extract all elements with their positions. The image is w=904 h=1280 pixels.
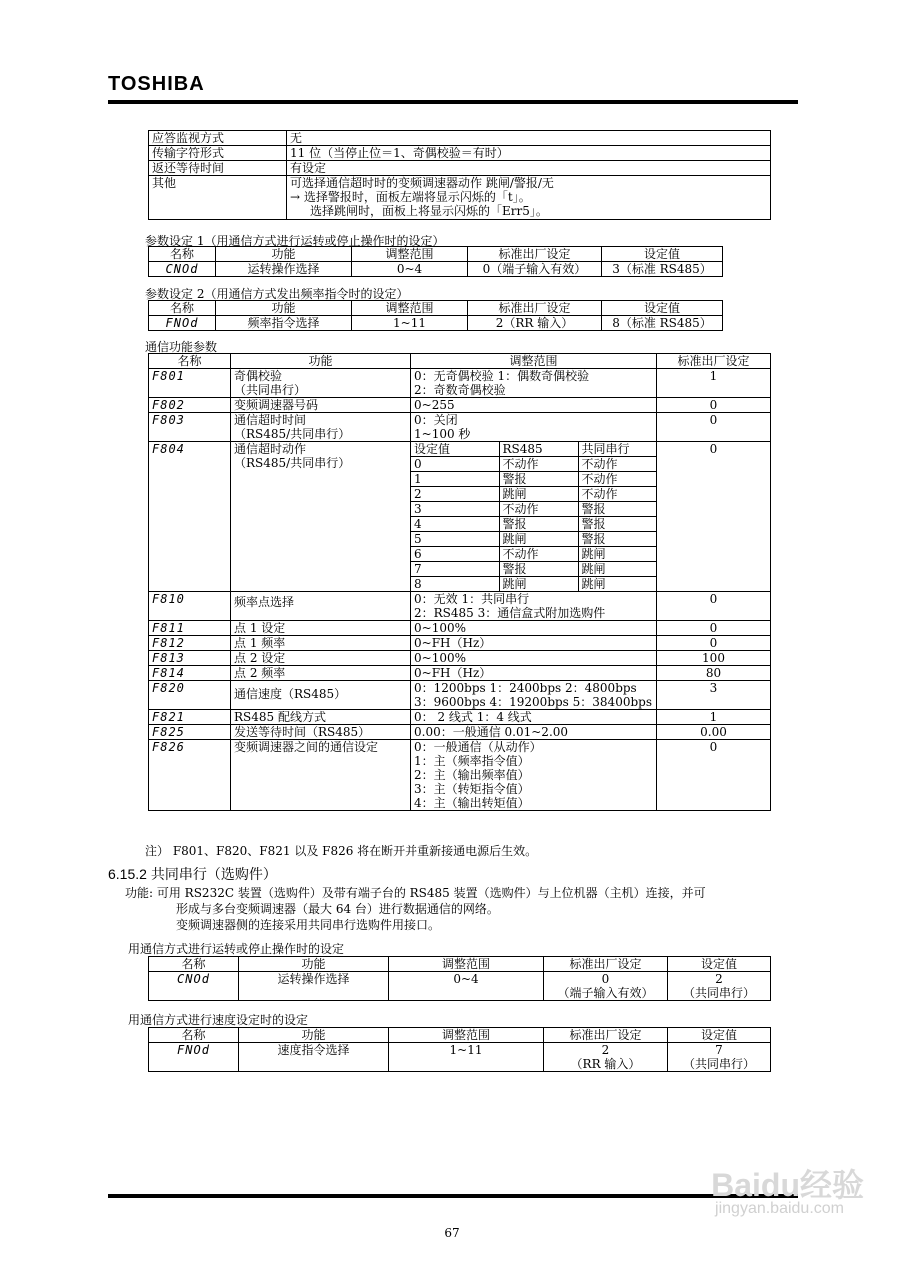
text-line: 0：无效 1：共同串行 xyxy=(414,592,530,606)
comm-spec-table xyxy=(148,130,771,220)
section-text: 形成与多台变频调速器（最大 64 台）进行数据通信的网络。 xyxy=(176,902,499,916)
param-name: F811 xyxy=(149,621,231,636)
col-header: 功能 xyxy=(231,354,411,369)
comm-caption: 通信功能参数 xyxy=(145,340,218,354)
col-header: 调整范围 xyxy=(352,247,468,262)
sub-cell: 跳闸 xyxy=(578,562,657,577)
col-header: 标准出厂设定 xyxy=(468,301,602,316)
sub-cell: 3 xyxy=(411,502,499,517)
param-default: 0 xyxy=(657,413,771,442)
param-function: 发送等待时间（RS485） xyxy=(231,725,411,740)
f804-action-table xyxy=(411,442,657,591)
param-name: CNOd xyxy=(149,262,216,277)
param-function: 运转操作选择 xyxy=(216,262,352,277)
sub-cell: 5 xyxy=(411,532,499,547)
sub-cell: 警报 xyxy=(578,502,657,517)
sub-header: 设定值 xyxy=(411,442,499,457)
param-name: F801 xyxy=(149,369,231,398)
text-line: 3：9600bps 4：19200bps 5：38400bps xyxy=(414,695,652,709)
t4-caption: 用通信方式进行速度设定时的设定 xyxy=(128,1013,309,1027)
text-line: 0 xyxy=(601,972,610,986)
param-setting: 3（标准 RS485） xyxy=(602,262,723,277)
param-name: F802 xyxy=(149,398,231,413)
text-line: 7 xyxy=(715,1043,723,1057)
header-rule xyxy=(108,100,798,104)
sub-cell: 7 xyxy=(411,562,499,577)
toshiba-logo: TOSHIBA xyxy=(108,73,205,95)
text-line: （RR 输入） xyxy=(570,1057,641,1071)
t3-caption: 用通信方式进行运转或停止操作时的设定 xyxy=(128,942,345,956)
section-title: 6.15.2 共同串行（选购件） xyxy=(108,866,277,882)
param-range xyxy=(411,369,657,398)
param-range: 0~FH（Hz） xyxy=(411,666,657,681)
sub-cell: 不动作 xyxy=(499,457,578,472)
param-range: 0~4 xyxy=(389,972,544,1001)
param-function: 频率指令选择 xyxy=(216,316,352,331)
param-name: F803 xyxy=(149,413,231,442)
spec-value xyxy=(287,176,771,220)
param-range: 1~11 xyxy=(352,316,468,331)
param-range: 1~11 xyxy=(389,1043,544,1072)
text-line: 2 xyxy=(715,972,723,986)
param-default: 1 xyxy=(657,369,771,398)
param-setting: 8（标准 RS485） xyxy=(602,316,723,331)
spec-value: 有设定 xyxy=(287,161,771,176)
text-line: （共同串行） xyxy=(682,1057,755,1071)
param-default: 3 xyxy=(657,681,771,710)
watermark-logo: Baidu经验 xyxy=(711,1167,864,1203)
col-header: 标准出厂设定 xyxy=(468,247,602,262)
text-line: 0：1200bps 1：2400bps 2：4800bps xyxy=(414,681,637,695)
col-header: 名称 xyxy=(149,354,231,369)
text-line: 通信超时时间 xyxy=(234,413,307,427)
sub-cell: 4 xyxy=(411,517,499,532)
text-line: 2：RS485 3：通信盒式附加选购件 xyxy=(414,606,606,620)
text-line: 1~100 秒 xyxy=(414,427,471,441)
text-line: 奇偶校验 xyxy=(234,369,283,383)
param-default: 0 xyxy=(657,592,771,621)
param-function: 点 2 频率 xyxy=(231,666,411,681)
sub-cell: 警报 xyxy=(578,517,657,532)
col-header: 功能 xyxy=(239,1028,389,1043)
f804-action-cell xyxy=(411,442,657,592)
sub-cell: 1 xyxy=(411,472,499,487)
param-function: 运转操作选择 xyxy=(239,972,389,1001)
col-header: 设定值 xyxy=(602,247,723,262)
param-default: 0.00 xyxy=(657,725,771,740)
text-line: 4：主（输出转矩值） xyxy=(414,796,530,810)
param-default: 100 xyxy=(657,651,771,666)
spec-line: 可选择通信超时时的变频调速器动作 跳闸/警报/无 xyxy=(290,176,554,190)
param-function xyxy=(231,413,411,442)
col-header: 设定值 xyxy=(668,957,771,972)
param-default: 0（端子输入有效） xyxy=(468,262,602,277)
sub-cell: 警报 xyxy=(499,517,578,532)
col-header: 名称 xyxy=(149,1028,239,1043)
param-range xyxy=(411,592,657,621)
param-function: 速度指令选择 xyxy=(239,1043,389,1072)
param-range: 0： 2 线式 1：4 线式 xyxy=(411,710,657,725)
spec-value: 无 xyxy=(287,131,771,146)
sub-cell: 跳闸 xyxy=(499,487,578,502)
spec-key: 传输字符形式 xyxy=(149,146,287,161)
text-line: 1：主（频率指令值） xyxy=(414,754,530,768)
param-function xyxy=(231,369,411,398)
col-header: 设定值 xyxy=(668,1028,771,1043)
speed-table xyxy=(148,1027,771,1072)
col-header: 名称 xyxy=(149,957,239,972)
param-setting xyxy=(668,972,771,1001)
param-name: FNOd xyxy=(149,316,216,331)
text-line: （共同串行） xyxy=(682,986,755,1000)
run-stop-table xyxy=(148,956,771,1001)
param-function: 点 1 设定 xyxy=(231,621,411,636)
param-name: F821 xyxy=(149,710,231,725)
spec-line: 选择跳闸时，面板上将显示闪烁的「Err5」。 xyxy=(310,204,548,218)
param-default: 1 xyxy=(657,710,771,725)
param-default: 80 xyxy=(657,666,771,681)
section-text: 变频调速器侧的连接采用共同串行选购件用接口。 xyxy=(176,918,441,932)
col-header: 调整范围 xyxy=(389,1028,544,1043)
param-name: F812 xyxy=(149,636,231,651)
param-default: 0 xyxy=(657,442,771,592)
param-default xyxy=(544,1043,668,1072)
param2-caption: 参数设定 2（用通信方式发出频率指令时的设定） xyxy=(145,287,409,301)
col-header: 功能 xyxy=(216,247,352,262)
param-name: F820 xyxy=(149,681,231,710)
param-function xyxy=(231,442,411,592)
text-line: （RS485/共同串行） xyxy=(234,456,351,470)
param-range: 0~100% xyxy=(411,651,657,666)
text-line: （端子输入有效） xyxy=(557,986,654,1000)
col-header: 名称 xyxy=(149,301,216,316)
param-function xyxy=(231,681,411,710)
text-line: 频率点选择 xyxy=(234,595,295,609)
param-range xyxy=(411,681,657,710)
col-header: 标准出厂设定 xyxy=(544,957,668,972)
param-function: 点 1 频率 xyxy=(231,636,411,651)
param-name: F826 xyxy=(149,740,231,811)
sub-header: 共同串行 xyxy=(578,442,657,457)
spec-key: 返还等待时间 xyxy=(149,161,287,176)
col-header: 调整范围 xyxy=(389,957,544,972)
param-default: 2（RR 输入） xyxy=(468,316,602,331)
param-range: 0~FH（Hz） xyxy=(411,636,657,651)
text-line: 2 xyxy=(601,1043,610,1057)
spec-key: 其他 xyxy=(149,176,287,220)
sub-cell: 不动作 xyxy=(499,547,578,562)
col-header: 标准出厂设定 xyxy=(657,354,771,369)
text-line: （共同串行） xyxy=(234,383,307,397)
sub-cell: 警报 xyxy=(499,562,578,577)
text-line: 通信速度（RS485） xyxy=(234,687,347,701)
param-name: F804 xyxy=(149,442,231,592)
param-name: F810 xyxy=(149,592,231,621)
spec-line: → 选择警报时，面板左端将显示闪烁的「t」。 xyxy=(290,190,531,204)
param-name: F813 xyxy=(149,651,231,666)
param-range: 0~255 xyxy=(411,398,657,413)
watermark-url: jingyan.baidu.com xyxy=(715,1200,844,1217)
param-function: RS485 配线方式 xyxy=(231,710,411,725)
param-name: FNOd xyxy=(149,1043,239,1072)
param-default: 0 xyxy=(657,636,771,651)
footnote: 注） F801、F820、F821 以及 F826 将在断开并重新接通电源后生效。 xyxy=(145,844,538,858)
text-line: 3：主（转矩指令值） xyxy=(414,782,530,796)
param-name: F825 xyxy=(149,725,231,740)
col-header: 标准出厂设定 xyxy=(544,1028,668,1043)
section-text: 功能: 可用 RS232C 装置（选购件）及带有端子台的 RS485 装置（选购件）与上位机器（主机）连接，并可 xyxy=(125,886,706,900)
param-function: 变频调速器之间的通信设定 xyxy=(231,740,411,811)
param-default: 0 xyxy=(657,740,771,811)
param-range xyxy=(411,413,657,442)
sub-cell: 不动作 xyxy=(578,472,657,487)
sub-cell: 不动作 xyxy=(499,502,578,517)
text-line: 0：一般通信（从动作） xyxy=(414,740,542,754)
param-name: F814 xyxy=(149,666,231,681)
sub-cell: 不动作 xyxy=(578,487,657,502)
param-name: CNOd xyxy=(149,972,239,1001)
sub-cell: 跳闸 xyxy=(499,532,578,547)
param-function: 变频调速器号码 xyxy=(231,398,411,413)
text-line: 0：无奇偶校验 1：偶数奇偶校验 xyxy=(414,369,590,383)
sub-cell: 警报 xyxy=(578,532,657,547)
param-setting xyxy=(668,1043,771,1072)
spec-value: 11 位（当停止位＝1、奇偶校验＝有时） xyxy=(287,146,771,161)
sub-cell: 0 xyxy=(411,457,499,472)
sub-cell: 6 xyxy=(411,547,499,562)
param-range xyxy=(411,740,657,811)
text-line: 2：主（输出频率值） xyxy=(414,768,530,782)
sub-cell: 跳闸 xyxy=(578,577,657,592)
spec-key: 应答监视方式 xyxy=(149,131,287,146)
sub-cell: 不动作 xyxy=(578,457,657,472)
text-line: 通信超时动作 xyxy=(234,442,307,456)
col-header: 名称 xyxy=(149,247,216,262)
param2-table xyxy=(148,300,723,331)
text-line: （RS485/共同串行） xyxy=(234,427,351,441)
param-default xyxy=(544,972,668,1001)
param-default: 0 xyxy=(657,621,771,636)
page-number: 67 xyxy=(444,1226,460,1240)
param-function: 点 2 设定 xyxy=(231,651,411,666)
param-range: 0~4 xyxy=(352,262,468,277)
col-header: 调整范围 xyxy=(411,354,657,369)
footer-rule xyxy=(108,1194,798,1198)
param1-table xyxy=(148,246,723,277)
comm-params-table xyxy=(148,353,771,811)
sub-cell: 跳闸 xyxy=(499,577,578,592)
col-header: 设定值 xyxy=(602,301,723,316)
sub-header: RS485 xyxy=(499,442,578,457)
col-header: 调整范围 xyxy=(352,301,468,316)
sub-cell: 2 xyxy=(411,487,499,502)
sub-cell: 警报 xyxy=(499,472,578,487)
param-default: 0 xyxy=(657,398,771,413)
col-header: 功能 xyxy=(216,301,352,316)
text-line: 2：奇数奇偶校验 xyxy=(414,383,506,397)
param-range: 0.00：一般通信 0.01~2.00 xyxy=(411,725,657,740)
param-function xyxy=(231,592,411,621)
param1-caption: 参数设定 1（用通信方式进行运转或停止操作时的设定） xyxy=(145,234,445,248)
sub-cell: 8 xyxy=(411,577,499,592)
text-line: 0：关闭 xyxy=(414,413,458,427)
sub-cell: 跳闸 xyxy=(578,547,657,562)
col-header: 功能 xyxy=(239,957,389,972)
param-range: 0~100% xyxy=(411,621,657,636)
